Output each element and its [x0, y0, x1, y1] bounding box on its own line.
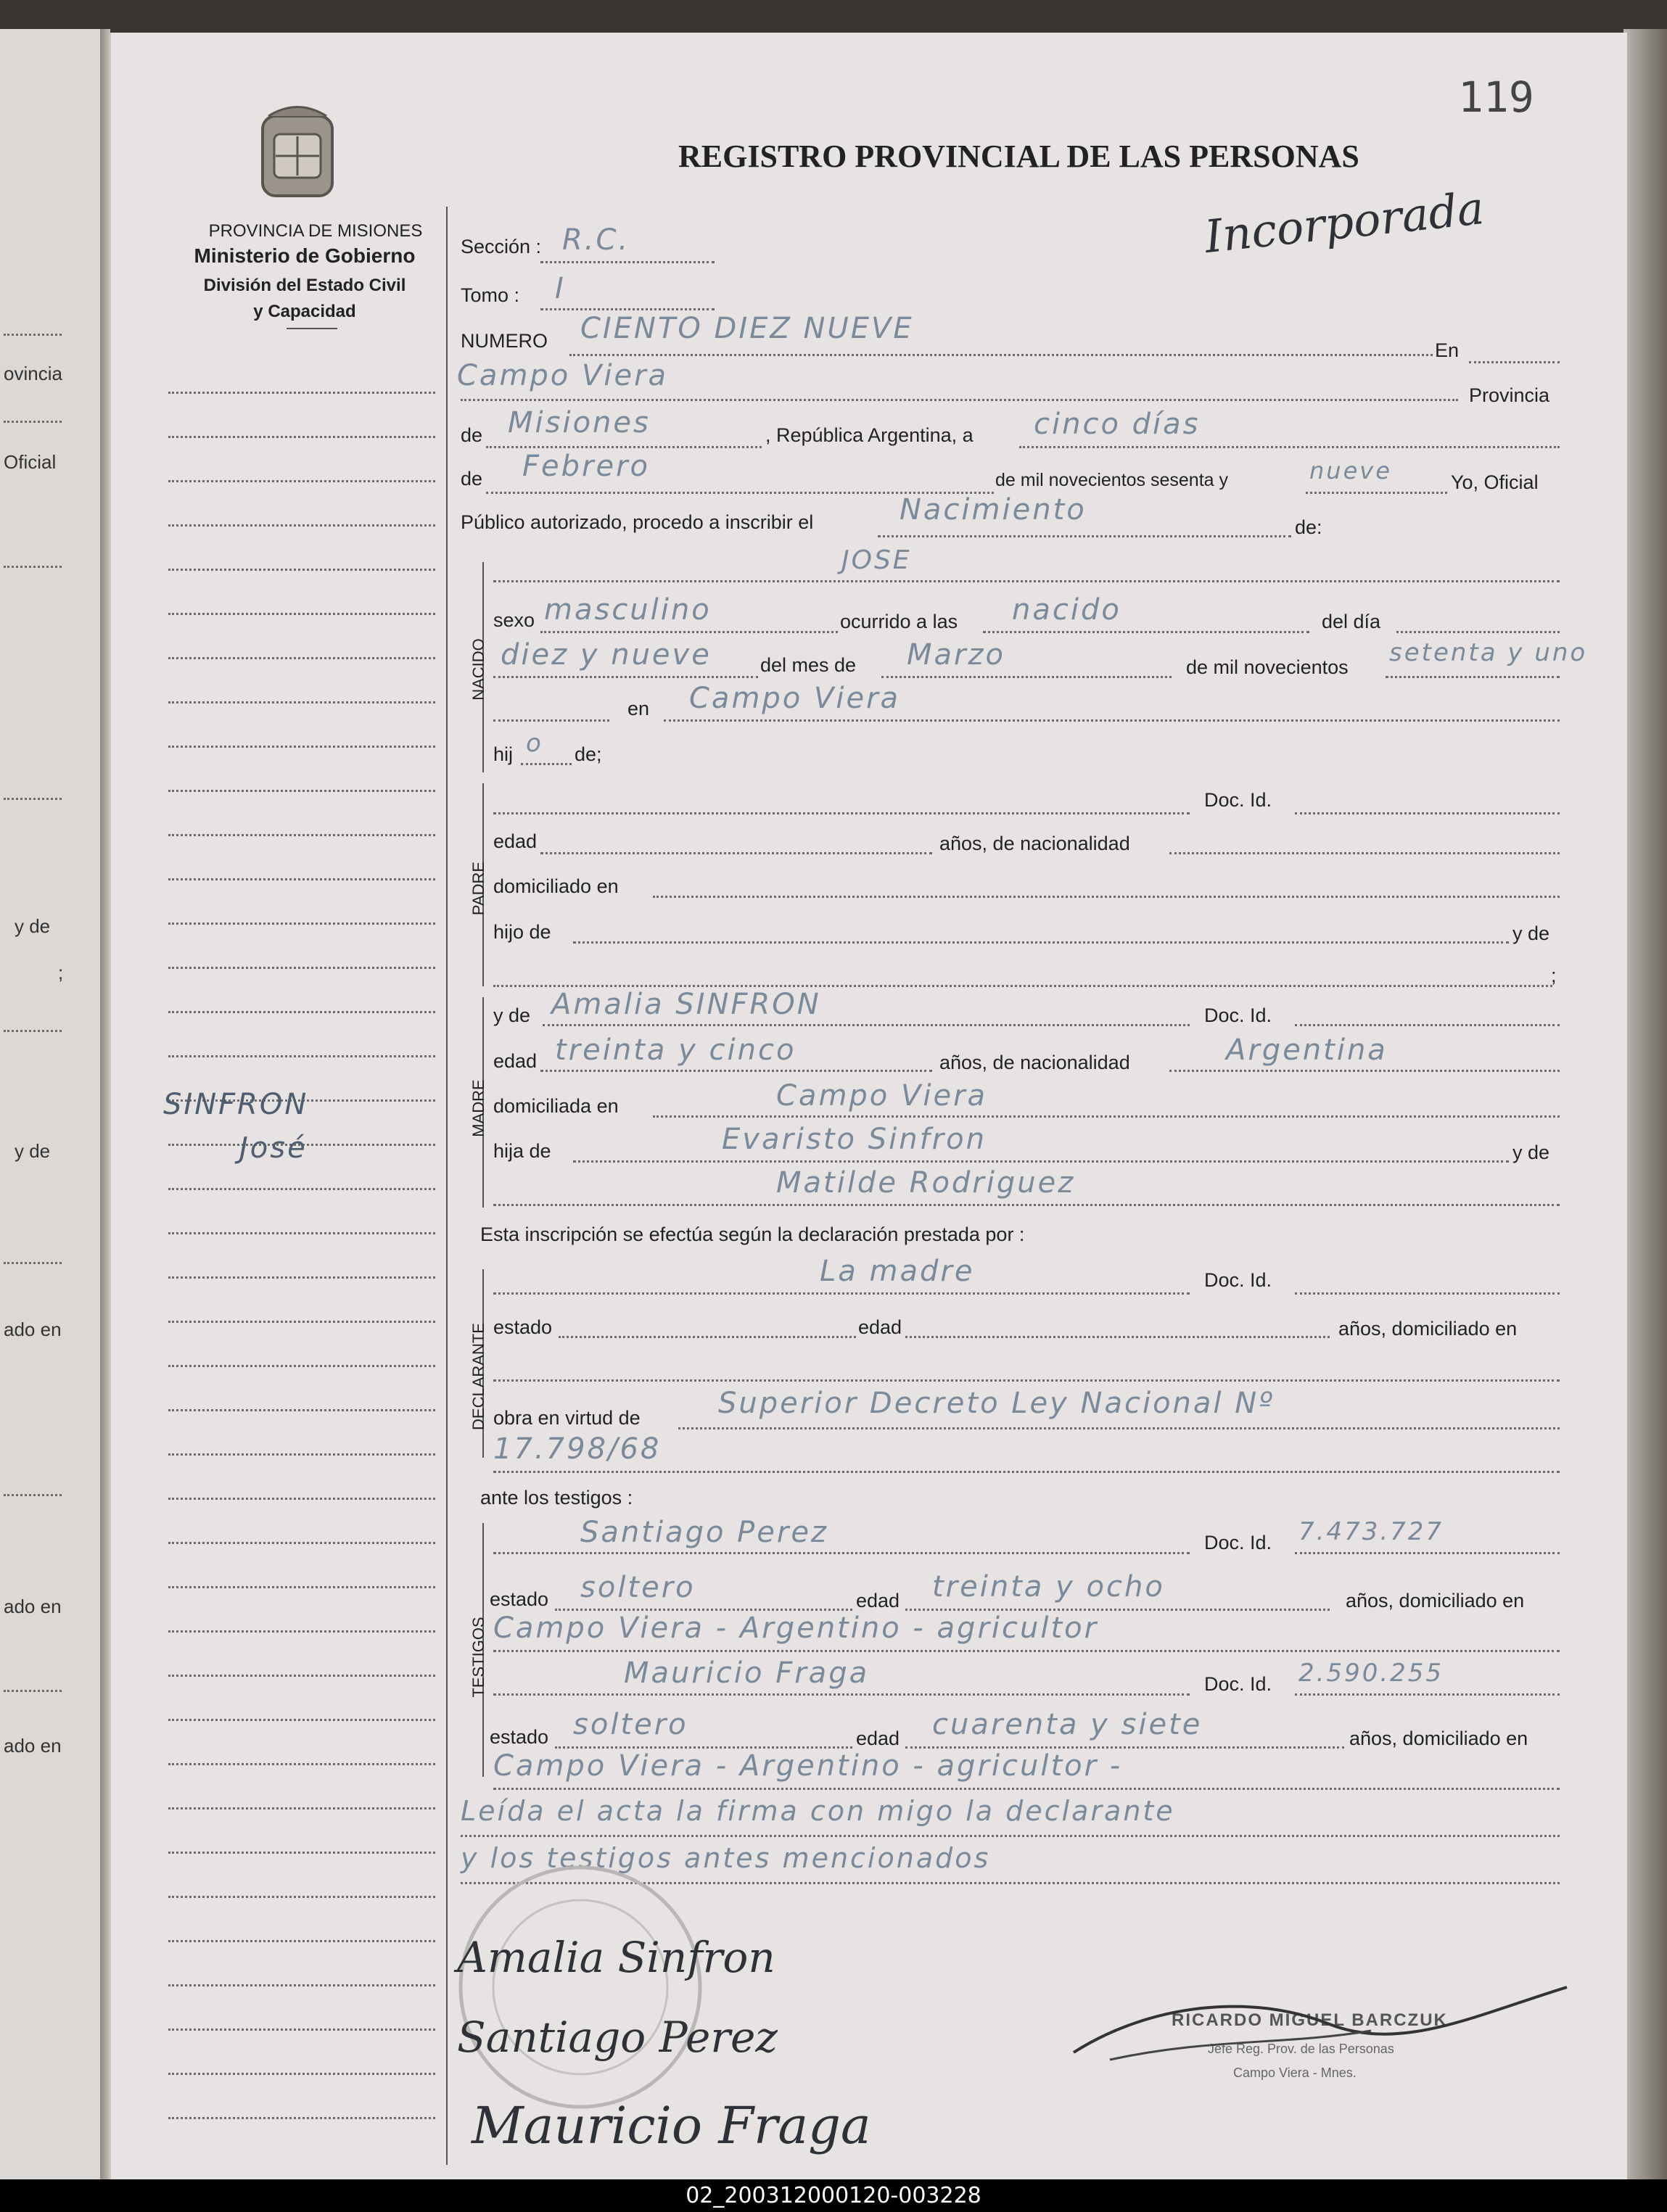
- en-label: En: [1435, 339, 1460, 361]
- margin-line: [168, 1276, 435, 1279]
- province-label: PROVINCIA DE MISIONES: [208, 221, 423, 241]
- madre-label: MADRE: [469, 1079, 487, 1137]
- mil-novecientos-label: de mil novecientos: [1186, 656, 1349, 678]
- anio-line: [1306, 492, 1447, 494]
- obra-label: obra en virtud de: [493, 1407, 641, 1429]
- testigo2-estado-line: [555, 1746, 852, 1749]
- testigo1-doc-line: [1295, 1552, 1560, 1554]
- margin-line: [168, 1984, 435, 1986]
- image-filename: 02_200312000120-003228: [0, 2179, 1667, 2212]
- official-stamp-title: Jefe Reg. Prov. de las Personas: [1208, 2042, 1394, 2056]
- padre-nombre-line: [493, 812, 1190, 814]
- obra2-value: 17.798/68: [493, 1432, 662, 1466]
- testigo1-doc-label: Doc. Id.: [1204, 1532, 1272, 1553]
- obra-value: Superior Decreto Ley Nacional Nº: [718, 1387, 1275, 1420]
- hora-line: [983, 631, 1309, 633]
- margin-line: [168, 2117, 435, 2119]
- margin-line: [168, 392, 435, 394]
- anio-value: nueve: [1309, 457, 1392, 484]
- madre-nac-value: Argentina: [1226, 1033, 1388, 1067]
- lugar-nac-value: Campo Viera: [689, 682, 901, 715]
- left-page-line: [4, 1262, 62, 1264]
- declarante-dom-line: [493, 1379, 1560, 1382]
- padre-doc-label: Doc. Id.: [1204, 789, 1272, 811]
- testigo1-edad-line: [905, 1609, 1330, 1611]
- padre-madre-line: [493, 985, 1552, 987]
- testigo2-edad-value: cuarenta y siete: [932, 1708, 1203, 1741]
- madre-nombre-value: Amalia SINFRON: [551, 988, 821, 1021]
- margin-line: [168, 1498, 435, 1500]
- republica-label: , República Argentina, a: [765, 424, 974, 446]
- cierre-text-1: Leída el acta la firma con migo la declarante: [461, 1795, 1175, 1827]
- testigo1-edad-value: treinta y ocho: [932, 1570, 1165, 1604]
- margin-line: [168, 1321, 435, 1323]
- padre-dom-label: domiciliado en: [493, 875, 619, 897]
- margin-surname: SINFRON: [163, 1088, 309, 1121]
- margin-line: [168, 1586, 435, 1588]
- left-page-text: y de: [15, 1140, 51, 1162]
- tomo-value: I: [555, 272, 566, 305]
- left-page-text: Oficial: [4, 451, 57, 473]
- publico-label: Público autorizado, procedo a inscribir el: [461, 511, 814, 533]
- margin-line: [168, 1188, 435, 1190]
- testigo1-dom-label: años, domiciliado en: [1346, 1590, 1525, 1611]
- margin-line: [168, 2029, 435, 2031]
- madre-nac-line: [1169, 1070, 1560, 1072]
- padre-hijo-label: hijo de: [493, 921, 551, 943]
- anio-nac-line: [1386, 676, 1560, 678]
- padre-edad-line: [540, 852, 932, 854]
- margin-line: [168, 923, 435, 925]
- margin-line: [168, 1852, 435, 1854]
- hij-label: hij: [493, 743, 514, 765]
- testigo1-value: Santiago Perez: [580, 1516, 828, 1549]
- madre-edad-label: edad: [493, 1050, 538, 1072]
- padre-y-de-label: y de: [1512, 923, 1550, 944]
- declarante-doc-line: [1295, 1292, 1560, 1295]
- margin-line: [168, 1807, 435, 1809]
- dia-value: diez y nueve: [501, 638, 712, 672]
- en-line: [1469, 361, 1560, 363]
- del-mes-label: del mes de: [760, 654, 857, 676]
- margin-line: [168, 1055, 435, 1057]
- numero-value: CIENTO DIEZ NUEVE: [580, 312, 914, 345]
- de-colon-label: de:: [1295, 516, 1322, 538]
- del-dia-label: del día: [1322, 611, 1381, 632]
- margin-line: [168, 480, 435, 482]
- madre-edad-line: [540, 1070, 932, 1072]
- testigo2-dom-value: Campo Viera - Argentino - agricultor -: [493, 1749, 1123, 1783]
- margin-line: [168, 1896, 435, 1898]
- testigo1-dom-line: [493, 1650, 1560, 1652]
- page-number: 119: [1458, 73, 1534, 122]
- fecha-line: [1019, 446, 1560, 448]
- madre-padre-value: Evaristo Sinfron: [722, 1123, 987, 1156]
- hora-value: nacido: [1012, 593, 1121, 627]
- testigo2-estado-value: soltero: [573, 1708, 688, 1741]
- left-page-text: ado en: [4, 1735, 62, 1757]
- margin-line: [168, 569, 435, 571]
- nacido-label: NACIDO: [469, 638, 487, 701]
- ministry-label: Ministerio de Gobierno: [194, 244, 416, 267]
- nombre-value: JOSE: [841, 545, 912, 575]
- madre-edad-value: treinta y cinco: [555, 1033, 797, 1067]
- anio-nac2-line: [493, 719, 609, 722]
- ante-label: ante los testigos :: [480, 1487, 633, 1509]
- provincia-value: Misiones: [508, 406, 651, 439]
- testigo2-doc-value: 2.590.255: [1298, 1659, 1444, 1688]
- padre-dom-line: [653, 896, 1560, 898]
- inscripcion-label: Esta inscripción se efectúa según la declaración prestada por :: [480, 1223, 1025, 1245]
- declarante-value: La madre: [820, 1255, 975, 1288]
- en2-label: en: [627, 698, 650, 719]
- obra-line: [678, 1427, 1560, 1429]
- left-page: [0, 29, 102, 2197]
- signature-declarante: Amalia Sinfron: [457, 1933, 775, 1982]
- testigo1-estado-value: soltero: [580, 1571, 696, 1604]
- mes-nac-value: Marzo: [907, 638, 1005, 672]
- left-page-text: y de: [15, 915, 51, 937]
- margin-line: [168, 834, 435, 836]
- hij-value: o: [526, 729, 543, 758]
- padre-semicolon: ;: [1551, 965, 1557, 986]
- official-signature: [1066, 1973, 1574, 2074]
- dia-line: [1396, 631, 1560, 633]
- testigo2-estado-label: estado: [490, 1726, 549, 1748]
- obra2-line: [493, 1471, 1560, 1473]
- testigo1-doc-value: 7.473.727: [1298, 1517, 1444, 1546]
- cierre-text-2: y los testigos antes mencionados: [461, 1842, 991, 1874]
- anio-nac-value: setenta y uno: [1389, 638, 1588, 667]
- left-page-line: [4, 1494, 62, 1496]
- dia2-line: [493, 676, 758, 678]
- de-label: de: [461, 424, 483, 446]
- margin-line: [168, 1365, 435, 1367]
- testigo2-edad-label: edad: [856, 1728, 900, 1749]
- acto-line: [878, 535, 1291, 537]
- declarante-line: [493, 1292, 1190, 1295]
- sexo-value: masculino: [544, 593, 712, 627]
- signature-testigo-2: Mauricio Fraga: [472, 2096, 871, 2155]
- left-page-line: [4, 798, 62, 800]
- left-page-line: [4, 1690, 62, 1692]
- padre-doc-line: [1295, 812, 1560, 814]
- incorporada-annotation: Incorporada: [1202, 181, 1487, 263]
- testigo1-line: [493, 1552, 1190, 1554]
- provincia-line: [486, 446, 762, 448]
- sexo-line: [540, 631, 838, 633]
- madre-dom-line: [653, 1115, 1560, 1118]
- mes-value: Febrero: [522, 450, 650, 483]
- margin-line: [168, 1453, 435, 1456]
- declarante-dom-label: años, domiciliado en: [1338, 1318, 1518, 1340]
- declarante-label: DECLARANTE: [469, 1323, 487, 1430]
- padre-label: PADRE: [469, 861, 487, 916]
- margin-line: [168, 1011, 435, 1013]
- testigo2-doc-line: [1295, 1693, 1560, 1696]
- round-seal: [450, 1857, 711, 2118]
- testigo1-edad-label: edad: [856, 1590, 900, 1611]
- margin-line: [168, 1719, 435, 1721]
- madre-nombre-line: [543, 1024, 1190, 1026]
- left-page-text: ;: [58, 962, 64, 983]
- margin-line: [168, 1409, 435, 1411]
- testigo2-doc-label: Doc. Id.: [1204, 1673, 1272, 1695]
- margin-line: [168, 790, 435, 792]
- margin-line: [168, 1763, 435, 1765]
- sexo-label: sexo: [493, 609, 535, 631]
- seccion-label: Sección :: [461, 236, 542, 257]
- margin-line: [168, 701, 435, 703]
- left-page-line: [4, 334, 62, 336]
- cierre-line-1: [461, 1835, 1560, 1837]
- left-page-text: ado en: [4, 1596, 62, 1617]
- margin-line: [168, 1542, 435, 1544]
- seccion-value: R.C.: [562, 223, 630, 257]
- testigo1-estado-label: estado: [490, 1588, 549, 1610]
- padre-nac-label: años, de nacionalidad: [939, 833, 1130, 854]
- margin-line: [168, 436, 435, 438]
- declarante-estado-label: estado: [493, 1316, 553, 1338]
- signature-testigo-1: Santiago Perez: [457, 2013, 778, 2062]
- testigo1-estado-line: [555, 1609, 852, 1611]
- madre-nac-label: años, de nacionalidad: [939, 1052, 1130, 1073]
- mil-sesenta-label: de mil novecientos sesenta y: [995, 470, 1229, 490]
- coat-of-arms-emblem: [247, 102, 348, 210]
- nombre-line: [493, 580, 1560, 582]
- madre-madre-value: Matilde Rodriguez: [776, 1166, 1076, 1200]
- madre-dom-value: Campo Viera: [776, 1079, 988, 1113]
- testigo2-edad-line: [905, 1746, 1344, 1749]
- official-stamp-name: RICARDO MIGUEL BARCZUK: [1172, 2010, 1448, 2030]
- left-page-line: [4, 421, 62, 423]
- acto-value: Nacimiento: [900, 493, 1087, 527]
- madre-hija-label: hija de: [493, 1140, 551, 1162]
- madre-y-de2-label: y de: [1512, 1142, 1550, 1163]
- lugar-line: [461, 399, 1458, 401]
- declarante-edad-line: [905, 1336, 1330, 1338]
- header-rule: [287, 328, 337, 329]
- tomo-line: [540, 308, 715, 310]
- madre-madre-line: [493, 1204, 1560, 1206]
- tomo-label: Tomo :: [461, 284, 520, 306]
- madre-hija-line: [573, 1160, 1509, 1163]
- madre-y-de-label: y de: [493, 1004, 531, 1026]
- hij-line: [521, 763, 572, 765]
- left-page-text: ovincia: [4, 363, 62, 384]
- lugar-nac-line: [664, 719, 1560, 722]
- margin-line: [168, 524, 435, 527]
- margin-line: [168, 1675, 435, 1677]
- madre-doc-line: [1295, 1024, 1560, 1026]
- testigo2-dom-line: [493, 1788, 1560, 1790]
- de2-label: de: [461, 468, 483, 490]
- padre-hijo-line: [573, 941, 1509, 944]
- margin-name: José: [239, 1131, 308, 1165]
- page-edge: [1623, 29, 1667, 2197]
- madre-dom-label: domiciliada en: [493, 1095, 619, 1117]
- margin-line: [168, 746, 435, 748]
- margin-line: [168, 657, 435, 659]
- left-page-line: [4, 1030, 62, 1032]
- division-label: División del Estado Civil: [203, 276, 406, 295]
- declarante-edad-label: edad: [858, 1316, 902, 1338]
- margin-divider: [446, 207, 448, 2165]
- mes-nac-line: [881, 676, 1172, 678]
- madre-doc-label: Doc. Id.: [1204, 1004, 1272, 1026]
- declarante-estado-line: [559, 1336, 856, 1338]
- de-semicolon-label: de;: [575, 743, 602, 765]
- lugar-value: Campo Viera: [457, 359, 669, 392]
- testigos-label: TESTIGOS: [469, 1617, 487, 1698]
- provincia-label: Provincia: [1469, 384, 1550, 406]
- yo-oficial-label: Yo, Oficial: [1451, 471, 1539, 493]
- margin-line: [168, 1630, 435, 1633]
- padre-edad-label: edad: [493, 830, 538, 852]
- left-page-line: [4, 566, 62, 568]
- numero-line: [569, 354, 1433, 356]
- division-label-2: y Capacidad: [253, 302, 356, 321]
- page-title: REGISTRO PROVINCIAL DE LAS PERSONAS: [678, 139, 1359, 174]
- margin-line: [168, 878, 435, 880]
- margin-line: [168, 1940, 435, 1942]
- fecha-value: cinco días: [1034, 408, 1201, 441]
- testigo2-value: Mauricio Fraga: [624, 1656, 870, 1690]
- declarante-doc-label: Doc. Id.: [1204, 1269, 1272, 1291]
- official-stamp-place: Campo Viera - Mnes.: [1233, 2066, 1357, 2080]
- margin-line: [168, 1232, 435, 1234]
- ocurrido-label: ocurrido a las: [840, 611, 958, 632]
- testigo2-dom-label: años, domiciliado en: [1349, 1728, 1528, 1749]
- left-page-text: ado en: [4, 1318, 62, 1340]
- margin-line: [168, 2073, 435, 2075]
- margin-line: [168, 613, 435, 615]
- testigo2-line: [493, 1693, 1190, 1696]
- margin-line: [168, 967, 435, 969]
- testigo1-dom-value: Campo Viera - Argentino - agricultor: [493, 1611, 1099, 1645]
- seccion-line: [540, 261, 715, 263]
- padre-nac-line: [1169, 852, 1560, 854]
- numero-label: NUMERO: [461, 330, 548, 352]
